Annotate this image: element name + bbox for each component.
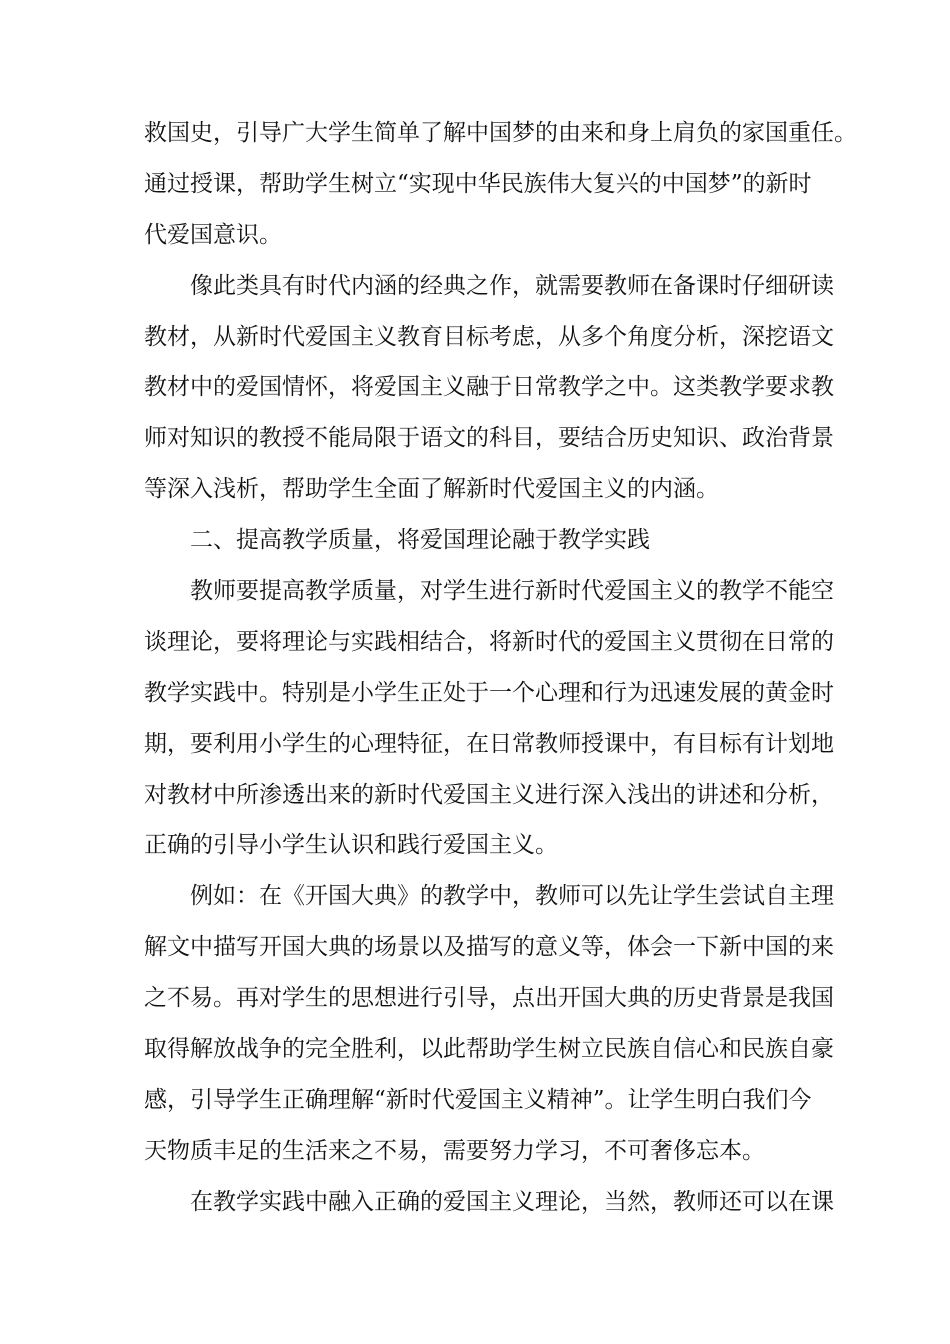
text-line: 代爱国意识。: [144, 221, 282, 248]
text-line: 正确的引导小学生认识和践行爱国主义。: [144, 832, 558, 859]
text-line: 师对知识的教授不能局限于语文的科目，要结合历史知识、政治背景: [144, 425, 834, 452]
text-line: 等深入浅析，帮助学生全面了解新时代爱国主义的内涵。: [144, 476, 719, 503]
text-line: 感，引导学生正确理解“新时代爱国主义精神”。让学生明白我们今: [144, 1086, 812, 1113]
text-line: 教师要提高教学质量，对学生进行新时代爱国主义的教学不能空: [190, 578, 834, 605]
text-line: 教学实践中。特别是小学生正处于一个心理和行为迅速发展的黄金时: [144, 679, 834, 706]
text-line: 像此类具有时代内涵的经典之作，就需要教师在备课时仔细研读: [190, 272, 834, 299]
text-line: 例如：在《开国大典》的教学中，教师可以先让学生尝试自主理: [190, 883, 834, 910]
text-line: 教材，从新时代爱国主义教育目标考虑，从多个角度分析，深挖语文: [144, 323, 834, 350]
text-line: 取得解放战争的完全胜利，以此帮助学生树立民族自信心和民族自豪: [144, 1036, 834, 1063]
text-line: 谈理论，要将理论与实践相结合，将新时代的爱国主义贯彻在日常的: [144, 628, 834, 655]
text-line: 通过授课，帮助学生树立“实现中华民族伟大复兴的中国梦”的新时: [144, 170, 812, 197]
text-line: 天物质丰足的生活来之不易，需要努力学习，不可奢侈忘本。: [144, 1137, 765, 1164]
text-line: 在教学实践中融入正确的爱国主义理论，当然，教师还可以在课: [190, 1188, 834, 1215]
text-line: 解文中描写开国大典的场景以及描写的意义等，体会一下新中国的来: [144, 934, 834, 961]
text-line: 期，要利用小学生的心理特征，在日常教师授课中，有目标有计划地: [144, 730, 834, 757]
text-line: 救国史，引导广大学生简单了解中国梦的由来和身上肩负的家国重任。: [144, 120, 857, 146]
body-text: [144, 108, 857, 1228]
section-heading: 二、提高教学质量，将爱国理论融于教学实践: [190, 527, 650, 554]
text-line: 教材中的爱国情怀，将爱国主义融于日常教学之中。这类教学要求教: [144, 374, 834, 401]
text-line: 之不易。再对学生的思想进行引导，点出开国大典的历史背景是我国: [144, 985, 834, 1012]
text-line: 对教材中所渗透出来的新时代爱国主义进行深入浅出的讲述和分析，: [144, 781, 834, 808]
